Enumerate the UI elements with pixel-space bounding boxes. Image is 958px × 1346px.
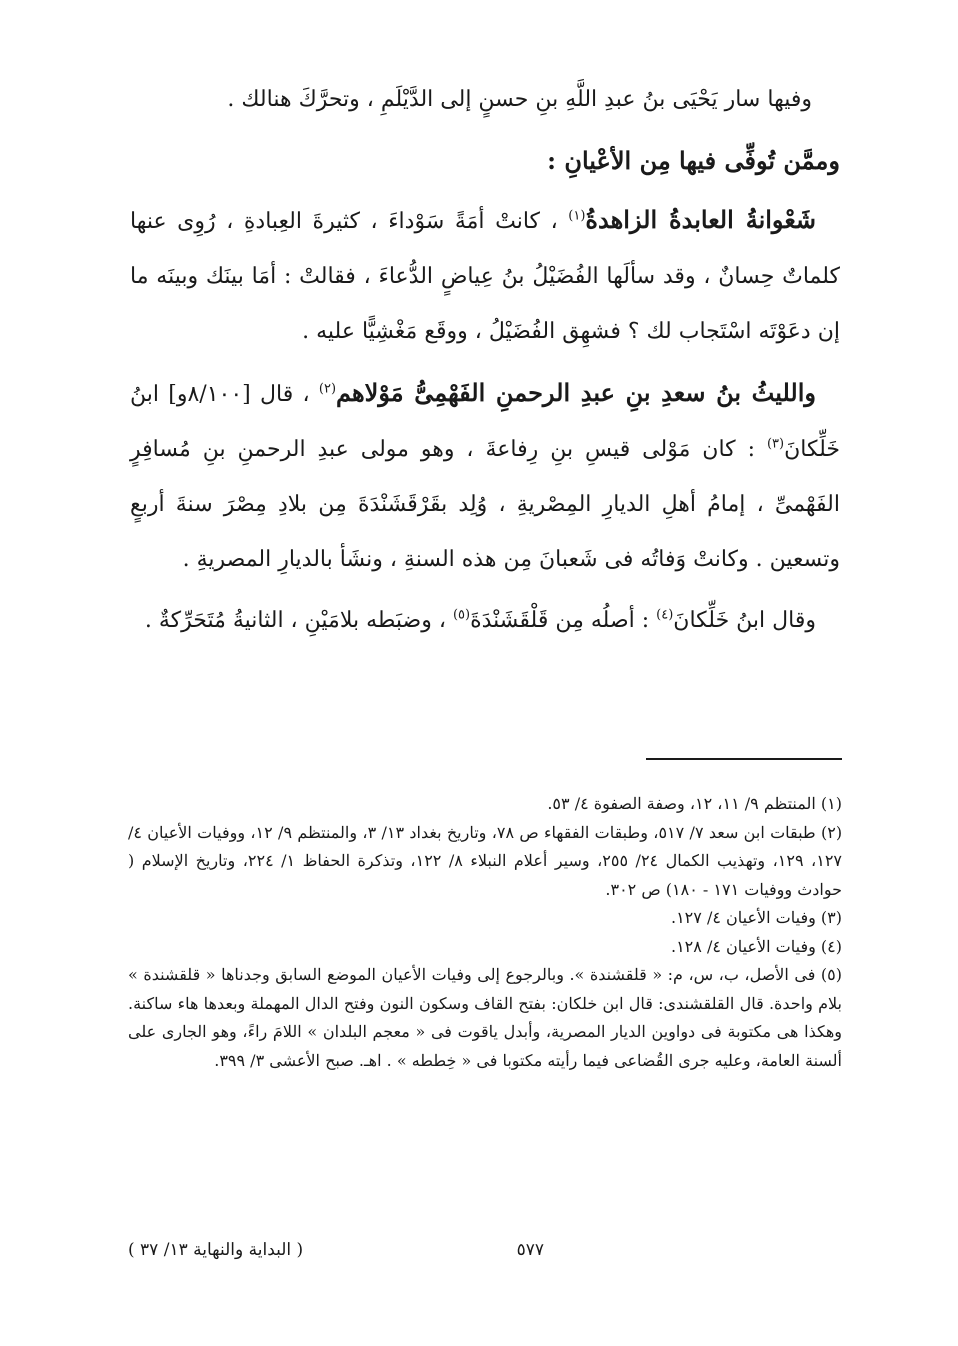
paragraph-4-text-c: ، وضبَطه بلامَيْنِ ، الثانيةُ مُتَحَرِّكةٌ . bbox=[144, 608, 453, 633]
footnote-ref-5: (٥) bbox=[452, 607, 471, 623]
footnote-5: (٥) فى الأصل، ب، س، م: « قلقشندة ». وبالرجوع إلى وفيات الأعيان الموضع السابق وجدناها « قلقشندة » بلام واحدة. قال القلقشندى: قال ابن خلكان: بفتح القاف وسكون النون وفتح الدال المهملة وبعدها هاء ساكنة. وهكذا هى مكتوبة فى دواوين الديار المصرية، وأبدل ياقوت فى « معجم البلدان » اللامَ راءً، وهو الجارى على ألسنة العامة، وعليه جرى القُضاعى فيما رأيته مكتوبا فى « خِططه » . اهـ. صبح الأعشى ٣/ ٣٩٩. bbox=[128, 965, 842, 1070]
footnote-separator bbox=[646, 758, 842, 760]
footnote-ref-2: (٢) bbox=[318, 381, 337, 397]
paragraph-2 bbox=[130, 192, 840, 359]
paragraph-4-text-b: : أصلُه مِن قَلْقَشَنْدَةَ bbox=[470, 608, 657, 633]
footnote-ref-4: (٤) bbox=[656, 607, 674, 623]
footnote-ref-1: (١) bbox=[568, 208, 586, 224]
page-footer bbox=[128, 1240, 842, 1268]
paragraph-4-text-a: وقال ابنُ خَلِّكانَ bbox=[673, 608, 816, 633]
source-reference: ( البداية والنهاية ١٣/ ٣٧ ) bbox=[128, 1240, 304, 1260]
paragraph-4 bbox=[130, 593, 840, 648]
paragraph-3-text-a: ، قال [٨/١٠٠و] ابنُ خَلِّكانَ bbox=[130, 382, 840, 462]
paragraph-3-text-b: : كان مَوْلى قيسِ بنِ رِفاعةَ ، وهو مولى عبدِ الرحمنِ بنِ مُسافِرٍ الفَهْمىِّ ، إمامُ أهلِ الديارِ المِصْريةِ ، وُلِد بقَرْقَشَنْدَةَ مِن بلادِ مِصْرَ سنةَ أربعٍ وتسعين . وكانتْ وَفاتُه فى شَعبانَ مِن هذه السنةِ ، ونشَأ بالديارِ المصريةِ . bbox=[130, 437, 840, 572]
person-name-layth: والليثُ بنُ سعدِ بنِ عبدِ الرحمنِ الفَهْمِىُّ مَوْلاهم bbox=[336, 378, 816, 407]
footnote-ref-3: (٣) bbox=[766, 436, 785, 452]
paragraph-2-text: ، كانتْ أمَةً سَوْداءَ ، كثيرةَ العِبادةِ ، رُوِى عنها كلماتٌ حِسانٌ ، وقد سألَها الفُضَيْلُ بنُ عِياضٍ الدُّعاءَ ، فقالتْ : أمَا بينَك وبينَه ما إن دعَوْتَه اسْتَجاب لك ؟ فشهِق الفُضَيْلُ ، ووقَع مَغْشِيًّا عليه . bbox=[130, 209, 840, 344]
footnote-1: (١) المنتظم ٩/ ١١، ١٢، وصفة الصفوة ٤/ ٥٣. bbox=[547, 794, 842, 813]
page-number: ٥٧٧ bbox=[516, 1240, 544, 1260]
section-heading: وممَّن تُوفِّى فيها مِن الأعْيانِ : bbox=[547, 146, 840, 175]
paragraph-3 bbox=[130, 365, 840, 587]
person-name-shawana: شَعْوانةُ العابدةُ الزاهدةُ bbox=[585, 205, 816, 234]
main-text bbox=[130, 72, 840, 654]
footnote-2: (٢) طبقات ابن سعد ٧/ ٥١٧، وطبقات الفقهاء ص ٧٨، وتاريخ بغداد ١٣/ ٣، والمنتظم ٩/ ١٢، ووفيات الأعيان ٤/ ١٢٧، ١٢٩، وتهذيب الكمال ٢٤/ ٢٥٥، وسير أعلام النبلاء ٨/ ١٢٢، وتذكرة الحفاظ ١/ ٢٢٤، وتاريخ الإسلام ( حوادث ووفيات ١٧١ - ١٨٠) ص ٣٠٢. bbox=[128, 822, 843, 899]
footnote-4: (٤) وفيات الأعيان ٤/ ١٢٨. bbox=[670, 936, 842, 956]
footnotes bbox=[128, 790, 842, 1075]
footnote-3: (٣) وفيات الأعيان ٤/ ١٢٧. bbox=[670, 908, 842, 927]
paragraph-1: وفيها سار يَحْيَى بنُ عبدِ اللَّهِ بنِ حسنٍ إلى الدَّيْلَمِ ، وتحرَّكَ هنالك . bbox=[227, 87, 812, 112]
